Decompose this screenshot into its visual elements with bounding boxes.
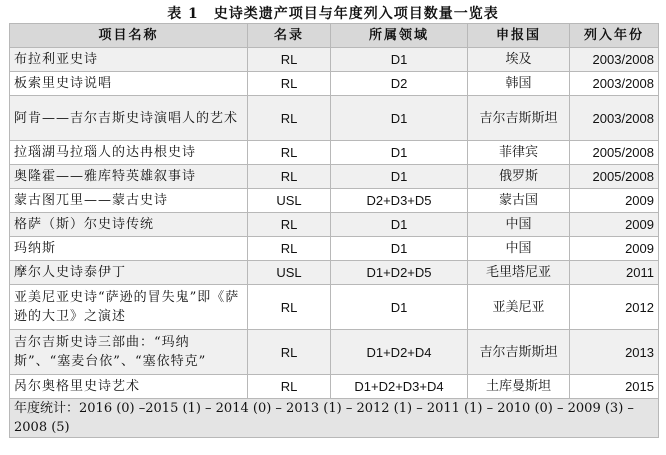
cell-name: 板索里史诗说唱 <box>10 72 248 96</box>
cell-domain: D1 <box>331 237 468 261</box>
cell-year: 2009 <box>570 189 659 213</box>
header-row <box>10 24 659 48</box>
cell-name: 蒙古图兀里——蒙古史诗 <box>10 189 248 213</box>
cell-name: 摩尔人史诗泰伊丁 <box>10 261 248 285</box>
cell-country: 中国 <box>468 213 570 237</box>
cell-domain: D1 <box>331 165 468 189</box>
cell-year: 2005/2008 <box>570 165 659 189</box>
cell-name: 布拉利亚史诗 <box>10 48 248 72</box>
cell-name: 吉尔吉斯史诗三部曲：“玛纳斯”、“塞麦台依”、“塞依特克” <box>10 330 248 375</box>
cell-country: 菲律宾 <box>468 141 570 165</box>
cell-year: 2015 <box>570 375 659 399</box>
cell-list: RL <box>248 72 331 96</box>
cell-country: 蒙古国 <box>468 189 570 213</box>
cell-name: 阿肯——吉尔吉斯史诗演唱人的艺术 <box>10 96 248 141</box>
cell-list: RL <box>248 330 331 375</box>
cell-country: 俄罗斯 <box>468 165 570 189</box>
cell-list: RL <box>248 213 331 237</box>
cell-name: 奥隆霍——雅库特英雄叙事诗 <box>10 165 248 189</box>
cell-domain: D1 <box>331 96 468 141</box>
cell-domain: D1 <box>331 285 468 330</box>
cell-name: 拉瑙湖马拉瑙人的达冉根史诗 <box>10 141 248 165</box>
cell-domain: D1 <box>331 141 468 165</box>
cell-year: 2009 <box>570 237 659 261</box>
cell-list: RL <box>248 285 331 330</box>
cell-domain: D1 <box>331 48 468 72</box>
cell-name: 呙尔奥格里史诗艺术 <box>10 375 248 399</box>
cell-domain: D1+D2+D5 <box>331 261 468 285</box>
table-row <box>10 285 659 330</box>
table-row <box>10 375 659 399</box>
table-row <box>10 189 659 213</box>
table-row <box>10 261 659 285</box>
table-row <box>10 141 659 165</box>
cell-country: 吉尔吉斯斯坦 <box>468 330 570 375</box>
cell-year: 2005/2008 <box>570 141 659 165</box>
cell-year: 2011 <box>570 261 659 285</box>
cell-domain: D2 <box>331 72 468 96</box>
cell-list: RL <box>248 375 331 399</box>
cell-domain: D2+D3+D5 <box>331 189 468 213</box>
cell-name: 格萨（斯）尔史诗传统 <box>10 213 248 237</box>
header-list: 名录 <box>248 24 331 48</box>
cell-list: USL <box>248 189 331 213</box>
table-row <box>10 330 659 375</box>
header-domain: 所属领域 <box>331 24 468 48</box>
table-row <box>10 72 659 96</box>
cell-list: RL <box>248 165 331 189</box>
cell-list: USL <box>248 261 331 285</box>
cell-domain: D1+D2+D4 <box>331 330 468 375</box>
cell-name: 亚美尼亚史诗“萨逊的冒失鬼”即《萨逊的大卫》之演述 <box>10 285 248 330</box>
cell-list: RL <box>248 141 331 165</box>
header-year: 列入年份 <box>570 24 659 48</box>
table-row <box>10 237 659 261</box>
cell-year: 2003/2008 <box>570 48 659 72</box>
table-caption: 表 1 史诗类遗产项目与年度列入项目数量一览表 <box>167 6 499 22</box>
cell-country: 中国 <box>468 237 570 261</box>
cell-list: RL <box>248 96 331 141</box>
footer-row <box>10 399 659 438</box>
table-row <box>10 213 659 237</box>
cell-year: 2003/2008 <box>570 72 659 96</box>
cell-list: RL <box>248 237 331 261</box>
cell-country: 韩国 <box>468 72 570 96</box>
cell-domain: D1 <box>331 213 468 237</box>
cell-year: 2003/2008 <box>570 96 659 141</box>
cell-country: 吉尔吉斯斯坦 <box>468 96 570 141</box>
cell-year: 2009 <box>570 213 659 237</box>
header-country: 申报国 <box>468 24 570 48</box>
cell-list: RL <box>248 48 331 72</box>
cell-year: 2013 <box>570 330 659 375</box>
annual-statistics: 年度统计：2016 (0) –2015 (1) – 2014 (0) – 2013 (1) – 2012 (1) – 2011 (1) – 2010 (0) – 2009 (3) – 2008 (5) <box>10 399 659 438</box>
table-row <box>10 48 659 72</box>
cell-name: 玛纳斯 <box>10 237 248 261</box>
cell-year: 2012 <box>570 285 659 330</box>
epic-heritage-table <box>9 23 659 438</box>
cell-country: 埃及 <box>468 48 570 72</box>
table-row <box>10 96 659 141</box>
cell-country: 亚美尼亚 <box>468 285 570 330</box>
table-row <box>10 165 659 189</box>
cell-domain: D1+D2+D3+D4 <box>331 375 468 399</box>
header-project-name: 项目名称 <box>10 24 248 48</box>
cell-country: 毛里塔尼亚 <box>468 261 570 285</box>
cell-country: 土库曼斯坦 <box>468 375 570 399</box>
